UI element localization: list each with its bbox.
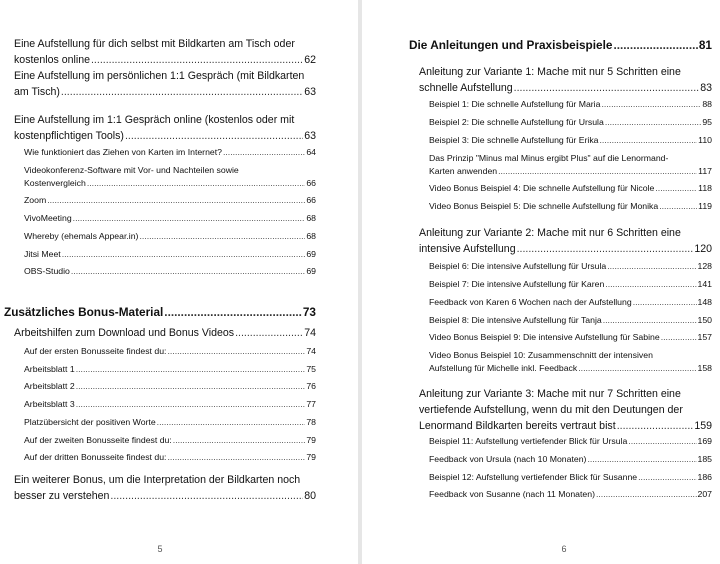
page-ref: 157 [697,332,712,342]
page-ref: 68 [306,231,316,241]
page-ref: 158 [697,363,712,373]
page-ref: 148 [697,297,712,307]
toc-entry[interactable]: Beispiel 1: Die schnelle Aufstellung für Maria ..... 88 [429,98,712,111]
dot-leader [62,248,306,261]
dot-leader [578,362,696,375]
dot-leader [617,418,694,434]
page-ref: 117 [698,166,712,176]
dot-leader [167,345,305,358]
page-ref: 118 [698,183,712,193]
dot-leader [638,471,696,484]
page-ref: 88 [702,99,712,109]
dot-leader [47,194,305,207]
dot-leader [603,314,697,327]
toc-entry[interactable]: Zoom ..... 66 [24,194,316,207]
page-ref: 77 [306,399,316,409]
dot-leader [164,304,302,320]
toc-entry[interactable]: OBS-Studio ..... 69 [24,265,316,278]
toc-entry[interactable]: Feedback von Karen 6 Wochen nach der Aufstellung ..... 148 [429,296,712,309]
toc-entry[interactable]: Video Bonus Beispiel 5: Die schnelle Aufstellung für Monika ..... 119 [429,200,712,213]
page-ref: 64 [306,147,316,157]
page-ref: 80 [304,490,316,502]
toc-entry[interactable]: Arbeitsblatt 1 ..... 75 [24,363,316,376]
dot-leader [596,488,697,501]
dot-leader [139,230,305,243]
toc-entry[interactable]: Beispiel 11: Aufstellung vertiefender Blick für Ursula ..... 169 [429,435,712,448]
page-ref: 95 [702,117,712,127]
dot-leader [514,80,700,96]
toc-entry[interactable]: Wie funktioniert das Ziehen von Karten im Internet? ..... 64 [24,146,316,159]
page-ref: 186 [697,472,712,482]
toc-entry[interactable]: VivoMeeting ..... 68 [24,212,316,225]
page-ref: 110 [698,135,712,145]
page-ref: 78 [306,417,316,427]
dot-leader [223,146,305,159]
page-number: 5 [157,544,163,554]
toc-entry[interactable]: Eine Aufstellung im 1:1 Gespräch online (kostenlos oder mit kostenpflichtigen Tools) ..... 63 [14,112,316,144]
dot-leader [613,37,697,53]
toc-entry[interactable]: Video Bonus Beispiel 4: Die schnelle Aufstellung für Nicole ..... 118 [429,182,712,195]
toc-entry[interactable]: Videokonferenz-Software mit Vor- und Nachteilen sowie Kostenvergleich ..... 66 [24,164,316,190]
page-ref: 83 [700,82,712,94]
toc-chapter[interactable]: Zusätzliches Bonus-Material ..... 73 [4,304,316,320]
page-ref: 120 [694,243,712,255]
toc-entry[interactable]: Arbeitshilfen zum Download und Bonus Videos ..... 74 [14,325,316,341]
toc-entry[interactable]: Feedback von Susanne (nach 11 Monaten) ..... 207 [429,488,712,501]
page-ref: 69 [306,249,316,259]
page-ref: 128 [697,261,712,271]
toc-entry[interactable]: Arbeitsblatt 2 ..... 76 [24,380,316,393]
toc-chapter[interactable]: Die Anleitungen und Praxisbeispiele ..... 81 [409,37,712,53]
dot-leader [110,488,303,504]
toc-entry[interactable]: Beispiel 2: Die schnelle Aufstellung für Ursula ..... 95 [429,116,712,129]
toc-entry[interactable]: Video Bonus Beispiel 9: Die intensive Aufstellung für Sabine ..... 157 [429,331,712,344]
toc-entry[interactable]: Eine Aufstellung für dich selbst mit Bildkarten am Tisch oder kostenlos online ..... 62 [14,36,316,68]
page-ref: 63 [304,130,316,142]
toc-entry[interactable]: Ein weiterer Bonus, um die Interpretation der Bildkarten noch besser zu verstehen ..... 80 [14,472,316,504]
page-ref: 81 [698,38,712,52]
page-ref: 74 [304,327,316,339]
dot-leader [87,177,306,190]
dot-leader [91,52,303,68]
dot-leader [605,116,702,129]
dot-leader [76,380,306,393]
page-ref: 76 [306,381,316,391]
dot-leader [628,435,696,448]
toc-entry[interactable]: Jitsi Meet ..... 69 [24,248,316,261]
dot-leader [167,451,305,464]
page-ref: 141 [697,279,712,289]
dot-leader [125,128,303,144]
dot-leader [498,165,697,178]
toc-entry[interactable]: Auf der ersten Bonusseite findest du: ..... 74 [24,345,316,358]
toc-entry[interactable]: Anleitung zur Variante 1: Mache mit nur 5 Schritten eine schnelle Aufstellung ..... 83 [419,64,712,96]
toc-entry[interactable]: Eine Aufstellung im persönlichen 1:1 Gespräch (mit Bildkarten am Tisch) ..... 63 [14,68,316,100]
toc-entry[interactable]: Auf der zweiten Bonusseite findest du: ..... 79 [24,434,316,447]
page-ref: 73 [302,305,316,319]
dot-leader [71,265,305,278]
toc-entry[interactable]: Beispiel 8: Die intensive Aufstellung für Tanja ..... 150 [429,314,712,327]
dot-leader [587,453,696,466]
toc-entry[interactable]: Whereby (ehemals Appear.in) ..... 68 [24,230,316,243]
page-ref: 159 [694,420,712,432]
toc-entry[interactable]: Beispiel 6: Die intensive Aufstellung für Ursula ..... 128 [429,260,712,273]
dot-leader [61,84,303,100]
toc-entry[interactable]: Feedback von Ursula (nach 10 Monaten) ..... 185 [429,453,712,466]
dot-leader [605,278,696,291]
dot-leader [607,260,696,273]
dot-leader [157,416,306,429]
toc-entry[interactable]: Anleitung zur Variante 3: Mache mit nur 7 Schritten eine vertiefende Aufstellung, wenn du mit den Deutungen der Lenormand Bildkarten bereits vertraut bist ..... 159 [419,386,712,434]
toc-entry[interactable]: Beispiel 12: Aufstellung vertiefender Blick für Susanne ..... 186 [429,471,712,484]
page-ref: 66 [306,195,316,205]
dot-leader [235,325,303,341]
left-page [0,0,358,564]
toc-entry[interactable]: Beispiel 7: Die intensive Aufstellung für Karen ..... 141 [429,278,712,291]
page-ref: 62 [304,54,316,66]
page-ref: 75 [306,364,316,374]
page-ref: 63 [304,86,316,98]
page-ref: 207 [697,489,712,499]
toc-entry[interactable]: Beispiel 3: Die schnelle Aufstellung für Erika ..... 110 [429,134,712,147]
page-ref: 185 [697,454,712,464]
toc-entry[interactable]: Platzübersicht der positiven Worte ..... 78 [24,416,316,429]
dot-leader [633,296,697,309]
dot-leader [517,241,694,257]
page-number: 6 [561,544,567,554]
dot-leader [73,212,306,225]
dot-leader [600,134,698,147]
right-page [362,0,720,564]
page-ref: 169 [697,436,712,446]
page-ref: 68 [306,213,316,223]
dot-leader [76,398,306,411]
page-ref: 79 [306,435,316,445]
dot-leader [601,98,701,111]
dot-leader [661,331,697,344]
page-ref: 119 [698,201,712,211]
dot-leader [659,200,697,213]
page-ref: 150 [697,315,712,325]
page-ref: 66 [306,178,316,188]
page-ref: 79 [306,452,316,462]
toc-entry[interactable]: Arbeitsblatt 3 ..... 77 [24,398,316,411]
dot-leader [655,182,697,195]
toc-entry[interactable]: Auf der dritten Bonusseite findest du: ..... 79 [24,451,316,464]
toc-entry[interactable]: Video Bonus Beispiel 10: Zusammenschnitt der intensiven Aufstellung für Michelle inkl. Feedback ..... 158 [429,349,712,375]
dot-leader [173,434,306,447]
toc-entry[interactable]: Das Prinzip "Minus mal Minus ergibt Plus" auf die Lenormand- Karten anwenden ..... 117 [429,152,712,178]
dot-leader [76,363,306,376]
toc-entry[interactable]: Anleitung zur Variante 2: Mache mit nur 6 Schritten eine intensive Aufstellung ..... 120 [419,225,712,257]
page-ref: 69 [306,266,316,276]
page-ref: 74 [306,346,316,356]
